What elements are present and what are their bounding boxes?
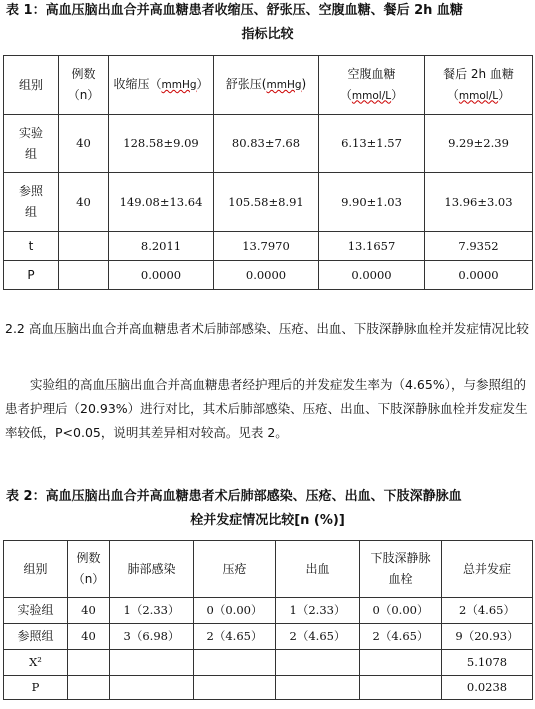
table1-row2-dbp: 105.58±8.91	[214, 173, 319, 232]
table1-header-dbp-label: 舒张压(	[225, 77, 267, 91]
table1-header-group: 组别	[4, 56, 59, 115]
table2-row2-bleed: 2（4.65）	[276, 624, 360, 650]
table1-header-sbp: 收缩压（mmHg）	[109, 56, 214, 115]
table1-header-row	[4, 56, 533, 115]
section-body: 实验组的高血压脑出血合并高血糖患者经护理后的并发症发生率为（4.65%），与参照组的患者护理后（20.93%）进行对比，其术后肺部感染、压疮、出血、下肢深静脉血栓并发症发生率较低，P<0.05，说明其差异相对较高。见表 2。	[5, 377, 528, 440]
table1-row2-pbg: 13.96±3.03	[425, 173, 533, 232]
table2-row3-lung	[110, 650, 194, 676]
table2-row4-bleed	[276, 676, 360, 700]
table-row	[4, 676, 533, 700]
table-row	[4, 232, 533, 261]
table1-row2-n: 40	[59, 173, 109, 232]
table1-header-fbg-label: 空腹血糖	[347, 66, 396, 81]
table2-header-bleed: 出血	[276, 541, 360, 598]
table2-header-dvt-label: 下肢深静脉血栓	[370, 551, 431, 586]
table1-row3-dbp: 13.7970	[214, 232, 319, 261]
table2-row4-lung	[110, 676, 194, 700]
table1-row1-dbp: 80.83±7.68	[214, 115, 319, 173]
table-row	[4, 598, 533, 624]
table-row	[4, 173, 533, 232]
table1-row3-group: t	[4, 232, 59, 261]
table2-row1-bleed: 1（2.33）	[276, 598, 360, 624]
table2-row2-group: 参照组	[4, 624, 68, 650]
table1-header-n	[59, 56, 109, 115]
table2-row3-total: 5.1078	[442, 650, 533, 676]
table1-row1-pbg: 9.29±2.39	[425, 115, 533, 173]
table2-row3-sore	[194, 650, 276, 676]
table1-header-dbp: 舒张压(mmHg)	[214, 56, 319, 115]
table2-row1-group: 实验组	[4, 598, 68, 624]
table2-row2-n: 40	[68, 624, 110, 650]
table1-row1-sbp: 128.58±9.09	[109, 115, 214, 173]
table2-row2-dvt: 2（4.65）	[360, 624, 442, 650]
table2-header-lung: 肺部感染	[110, 541, 194, 598]
section-heading: 2.2 高血压脑出血合并高血糖患者术后肺部感染、压疮、出血、下肢深静脉血栓并发症情况比较	[5, 321, 529, 336]
table1-header-fbg-unit: mmol/L	[351, 89, 392, 102]
table2-row3-dvt	[360, 650, 442, 676]
table1-row3-pbg: 7.9352	[425, 232, 533, 261]
table1-header-dbp-unit: mmHg	[266, 79, 302, 91]
table2-header-group: 组别	[4, 541, 68, 598]
table1-header-fbg: 空腹血糖 （mmol/L）	[319, 56, 425, 115]
table1-header-pbg-unit: mmol/L	[458, 89, 499, 102]
table2-row4-total: 0.0238	[442, 676, 533, 700]
table-row	[4, 650, 533, 676]
table2-row4-dvt	[360, 676, 442, 700]
table1-row3-fbg: 13.1657	[319, 232, 425, 261]
table1-row4-fbg: 0.0000	[319, 261, 425, 290]
table2-row1-n: 40	[68, 598, 110, 624]
table2-row3-bleed	[276, 650, 360, 676]
table1-row2-sbp: 149.08±13.64	[109, 173, 214, 232]
table1-row2-fbg: 9.90±1.03	[319, 173, 425, 232]
table2-row4-n	[68, 676, 110, 700]
table1-header-sbp-unit: mmHg	[161, 79, 197, 91]
table2-header-sore: 压疮	[194, 541, 276, 598]
table1-row4-n	[59, 261, 109, 290]
table2-header-n-label: 例数（n）	[72, 551, 105, 586]
table1	[3, 55, 533, 290]
table1-row4-group: P	[4, 261, 59, 290]
table2-caption-line1: 表 2：高血压脑出血合并高血糖患者术后肺部感染、压疮、出血、下肢深静脉血	[6, 489, 462, 504]
table2-header-total: 总并发症	[442, 541, 533, 598]
table2-header-row	[4, 541, 533, 598]
table2	[3, 540, 533, 700]
table2-caption-line2: 栓并发症情况比较[n (%)]	[190, 513, 345, 528]
table1-row2-group: 参照组	[4, 173, 59, 232]
table1-row3-sbp: 8.2011	[109, 232, 214, 261]
table2-row3-group: X²	[4, 650, 68, 676]
table1-row1-group: 实验组	[4, 115, 59, 173]
table2-row3-n	[68, 650, 110, 676]
table2-row1-dvt: 0（0.00）	[360, 598, 442, 624]
table2-header-dvt	[360, 541, 442, 598]
table2-row2-total: 9（20.93）	[442, 624, 533, 650]
table2-row1-lung: 1（2.33）	[110, 598, 194, 624]
table2-row4-sore	[194, 676, 276, 700]
table1-row1-n: 40	[59, 115, 109, 173]
table2-header-n	[68, 541, 110, 598]
table1-row4-pbg: 0.0000	[425, 261, 533, 290]
table1-row3-n	[59, 232, 109, 261]
table1-header-n-label: 例数（n）	[67, 67, 100, 102]
table1-caption-line2: 指标比较	[241, 27, 294, 42]
table-row	[4, 624, 533, 650]
table1-caption-line1: 表 1：高血压脑出血合并高血糖患者收缩压、舒张压、空腹血糖、餐后 2h 血糖	[6, 3, 463, 18]
table1-header-sbp-label: 收缩压（	[113, 77, 162, 91]
table2-row1-total: 2（4.65）	[442, 598, 533, 624]
table-row	[4, 115, 533, 173]
table1-row1-fbg: 6.13±1.57	[319, 115, 425, 173]
table2-row2-sore: 2（4.65）	[194, 624, 276, 650]
table2-row4-group: P	[4, 676, 68, 700]
table1-row4-dbp: 0.0000	[214, 261, 319, 290]
table1-row4-sbp: 0.0000	[109, 261, 214, 290]
table-row	[4, 261, 533, 290]
table1-header-pbg-label: 餐后 2h 血糖	[443, 66, 514, 81]
table2-row2-lung: 3（6.98）	[110, 624, 194, 650]
table1-header-pbg: 餐后 2h 血糖 （mmol/L）	[425, 56, 533, 115]
table2-row1-sore: 0（0.00）	[194, 598, 276, 624]
